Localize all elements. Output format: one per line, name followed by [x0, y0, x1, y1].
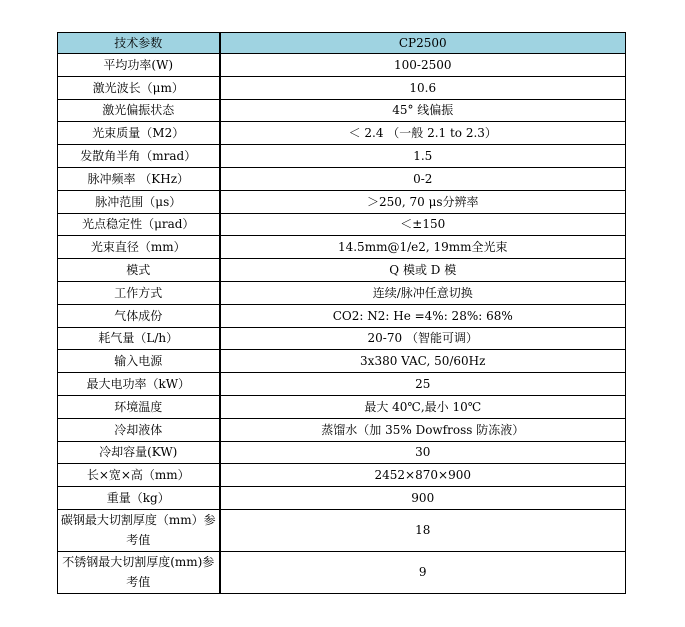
value-cell: ＜±150: [220, 213, 626, 236]
table-row: [58, 54, 626, 77]
table-row: [58, 236, 626, 259]
param-cell: 工作方式: [58, 281, 220, 304]
spec-table: [57, 32, 626, 594]
table-row: [58, 304, 626, 327]
value-cell: 最大 40℃,最小 10℃: [220, 395, 626, 418]
param-cell: 光束质量（M2）: [58, 122, 220, 145]
table-row: [58, 487, 626, 510]
table-row: [58, 418, 626, 441]
value-cell: 25: [220, 373, 626, 396]
header-row: [58, 33, 626, 54]
value-cell: 10.6: [220, 76, 626, 99]
table-row: [58, 259, 626, 282]
header-model-cell: CP2500: [220, 33, 626, 54]
value-cell: 9: [220, 551, 626, 593]
param-cell: 发散角半角（mrad）: [58, 145, 220, 168]
param-cell: 平均功率(W): [58, 54, 220, 77]
value-cell: 连续/脉冲任意切换: [220, 281, 626, 304]
param-cell: 长×宽×高（mm）: [58, 464, 220, 487]
param-cell: 激光偏振状态: [58, 99, 220, 122]
table-row: [58, 99, 626, 122]
param-cell: 冷却容量(KW): [58, 441, 220, 464]
table-row: [58, 281, 626, 304]
param-cell: 碳钢最大切割厚度（mm）参考值: [58, 509, 220, 551]
param-cell: 最大电功率（kW）: [58, 373, 220, 396]
value-cell: 3x380 VAC, 50/60Hz: [220, 350, 626, 373]
value-cell: 2452×870×900: [220, 464, 626, 487]
value-cell: 14.5mm@1/e2, 19mm全光束: [220, 236, 626, 259]
param-cell: 光束直径（mm）: [58, 236, 220, 259]
table-row: [58, 464, 626, 487]
value-cell: 18: [220, 509, 626, 551]
table-row: [58, 327, 626, 350]
table-row: [58, 167, 626, 190]
value-cell: 900: [220, 487, 626, 510]
table-row: [58, 190, 626, 213]
table-row: [58, 76, 626, 99]
param-cell: 脉冲频率 （KHz）: [58, 167, 220, 190]
param-cell: 不锈钢最大切割厚度(mm)参考值: [58, 551, 220, 593]
value-cell: CO2: N2: He =4%: 28%: 68%: [220, 304, 626, 327]
header-param-cell: 技术参数: [58, 33, 220, 54]
param-cell: 模式: [58, 259, 220, 282]
value-cell: 45° 线偏振: [220, 99, 626, 122]
param-cell: 重量（kg）: [58, 487, 220, 510]
table-row: [58, 509, 626, 551]
table-row: [58, 122, 626, 145]
value-cell: 蒸馏水（加 35% Dowfross 防冻液）: [220, 418, 626, 441]
table-row: [58, 350, 626, 373]
param-cell: 环境温度: [58, 395, 220, 418]
param-cell: 气体成份: [58, 304, 220, 327]
value-cell: 30: [220, 441, 626, 464]
param-cell: 输入电源: [58, 350, 220, 373]
param-cell: 耗气量（L/h）: [58, 327, 220, 350]
value-cell: ＜ 2.4 （一般 2.1 to 2.3）: [220, 122, 626, 145]
table-row: [58, 441, 626, 464]
param-cell: 冷却液体: [58, 418, 220, 441]
table-row: [58, 395, 626, 418]
table-row: [58, 145, 626, 168]
param-cell: 光点稳定性（μrad）: [58, 213, 220, 236]
value-cell: Q 模或 D 模: [220, 259, 626, 282]
param-cell: 脉冲范围（μs）: [58, 190, 220, 213]
table-row: [58, 213, 626, 236]
value-cell: 100-2500: [220, 54, 626, 77]
value-cell: ＞250, 70 μs分辨率: [220, 190, 626, 213]
table-row: [58, 551, 626, 593]
value-cell: 1.5: [220, 145, 626, 168]
value-cell: 0-2: [220, 167, 626, 190]
table-row: [58, 373, 626, 396]
value-cell: 20-70 （智能可调）: [220, 327, 626, 350]
param-cell: 激光波长（μm）: [58, 76, 220, 99]
